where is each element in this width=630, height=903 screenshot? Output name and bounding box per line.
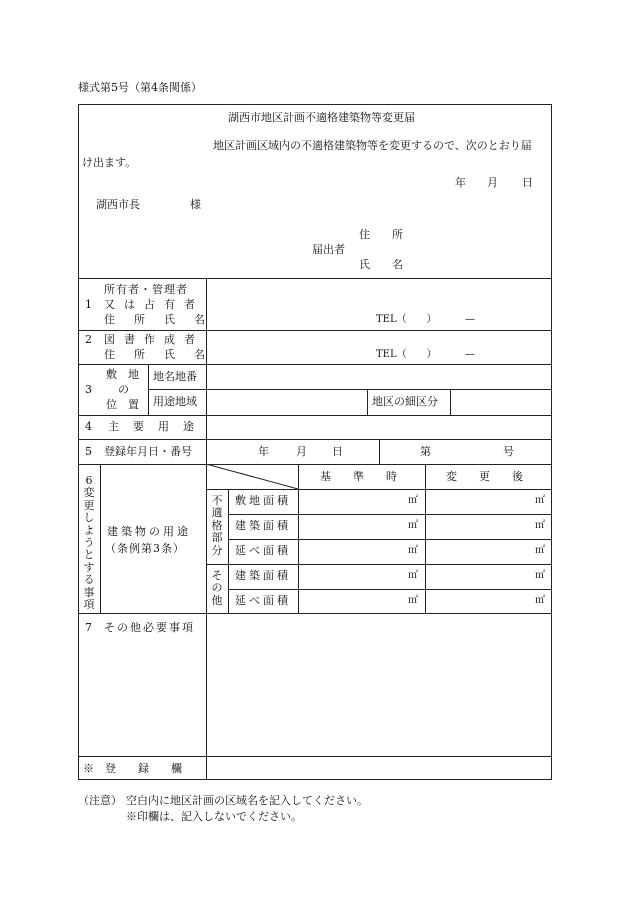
group-nonconforming-label: 不適格部分 bbox=[211, 494, 223, 557]
item-label: 建築面積 bbox=[235, 519, 291, 532]
registration-label: 登録年月日・番号 bbox=[104, 445, 192, 458]
designer-tel-dash: — bbox=[465, 349, 475, 360]
owner-tel: TEL（ ） bbox=[376, 314, 437, 325]
notifier-address-label: 住 所 bbox=[359, 228, 403, 241]
registration-go: 号 bbox=[503, 445, 514, 458]
owner-label-line3: 住所氏名 bbox=[104, 313, 224, 326]
item-unit-after: ㎡ bbox=[535, 595, 545, 606]
notes-prefix: （注意） bbox=[78, 794, 122, 807]
building-use-label-line1: 建築物の用途 bbox=[107, 525, 191, 538]
designer-label-line2: 住所氏名 bbox=[104, 348, 224, 361]
note-1: 空白内に地区計画の区域名を記入してください。 bbox=[126, 794, 368, 807]
intro-text-line2: け出ます。 bbox=[82, 156, 137, 169]
building-use-label-line2: （条例第3条） bbox=[105, 542, 185, 555]
registration-day: 日 bbox=[332, 445, 343, 458]
row-number: 4 bbox=[85, 420, 92, 433]
intro-text-line1: 地区計画区域内の不適格建築物等を変更するので、次のとおり届 bbox=[213, 139, 532, 152]
item-unit-after: ㎡ bbox=[535, 570, 545, 581]
registration-month: 月 bbox=[296, 445, 307, 458]
use-area-label: 用途地域 bbox=[153, 395, 197, 408]
form-title: 湖西市地区計画不適格建築物等変更届 bbox=[228, 111, 415, 124]
row-number: 1 bbox=[85, 298, 92, 311]
diagonal-divider bbox=[206, 464, 299, 490]
other-items-label: その他必要事項 bbox=[104, 621, 195, 634]
row-number: 2 bbox=[85, 333, 92, 346]
designer-label-line1: 図書作成者 bbox=[104, 333, 204, 346]
site-label-line3: 位 置 bbox=[106, 398, 139, 411]
item-label: 延べ面積 bbox=[235, 594, 291, 607]
owner-tel-dash: — bbox=[465, 314, 475, 325]
registry-label: ※ 登 録 欄 bbox=[83, 762, 182, 775]
item-label: 建築面積 bbox=[235, 569, 291, 582]
notifier-name-label: 氏 名 bbox=[359, 258, 403, 271]
lot-number-label: 地名地番 bbox=[153, 370, 197, 383]
item-unit-before: ㎡ bbox=[408, 545, 418, 556]
item-unit-before: ㎡ bbox=[408, 520, 418, 531]
item-unit-before: ㎡ bbox=[408, 495, 418, 506]
owner-label-line2: 又は占有者 bbox=[104, 298, 204, 311]
date-year: 年 bbox=[455, 176, 466, 189]
date-month: 月 bbox=[487, 176, 498, 189]
designer-tel: TEL（ ） bbox=[376, 349, 437, 360]
site-label-line2: の bbox=[118, 383, 129, 396]
note-2: ※印欄は、記入しないでください。 bbox=[126, 810, 302, 823]
item-unit-after: ㎡ bbox=[535, 495, 545, 506]
form-number: 様式第5号（第4条関係） bbox=[78, 81, 202, 94]
owner-label-line1: 所有者・管理者 bbox=[104, 283, 188, 296]
item-label: 敷地面積 bbox=[235, 494, 291, 507]
addressee-name: 湖西市長 bbox=[96, 198, 140, 211]
registration-year: 年 bbox=[258, 445, 269, 458]
column-after-header: 変 更 後 bbox=[446, 470, 523, 483]
site-label-line1: 敷 地 bbox=[106, 368, 139, 381]
item-label: 延べ面積 bbox=[235, 544, 291, 557]
notifier-label: 届出者 bbox=[312, 243, 345, 256]
item-unit-after: ㎡ bbox=[535, 545, 545, 556]
row-number: 5 bbox=[85, 445, 92, 458]
item-unit-after: ㎡ bbox=[535, 520, 545, 531]
item-unit-before: ㎡ bbox=[408, 595, 418, 606]
registration-dai: 第 bbox=[420, 445, 431, 458]
change-vertical-label: 6変更しようとする事項 bbox=[83, 474, 95, 612]
item-unit-before: ㎡ bbox=[408, 570, 418, 581]
row-number: 3 bbox=[85, 383, 92, 396]
date-day: 日 bbox=[522, 176, 533, 189]
row-number: 7 bbox=[85, 621, 92, 634]
group-other-label: その他 bbox=[211, 569, 223, 607]
subdivision-label: 地区の細区分 bbox=[372, 395, 438, 408]
main-use-label: 主要用途 bbox=[108, 420, 208, 433]
column-before-header: 基 準 時 bbox=[320, 470, 397, 483]
addressee-honorific: 様 bbox=[190, 198, 201, 211]
